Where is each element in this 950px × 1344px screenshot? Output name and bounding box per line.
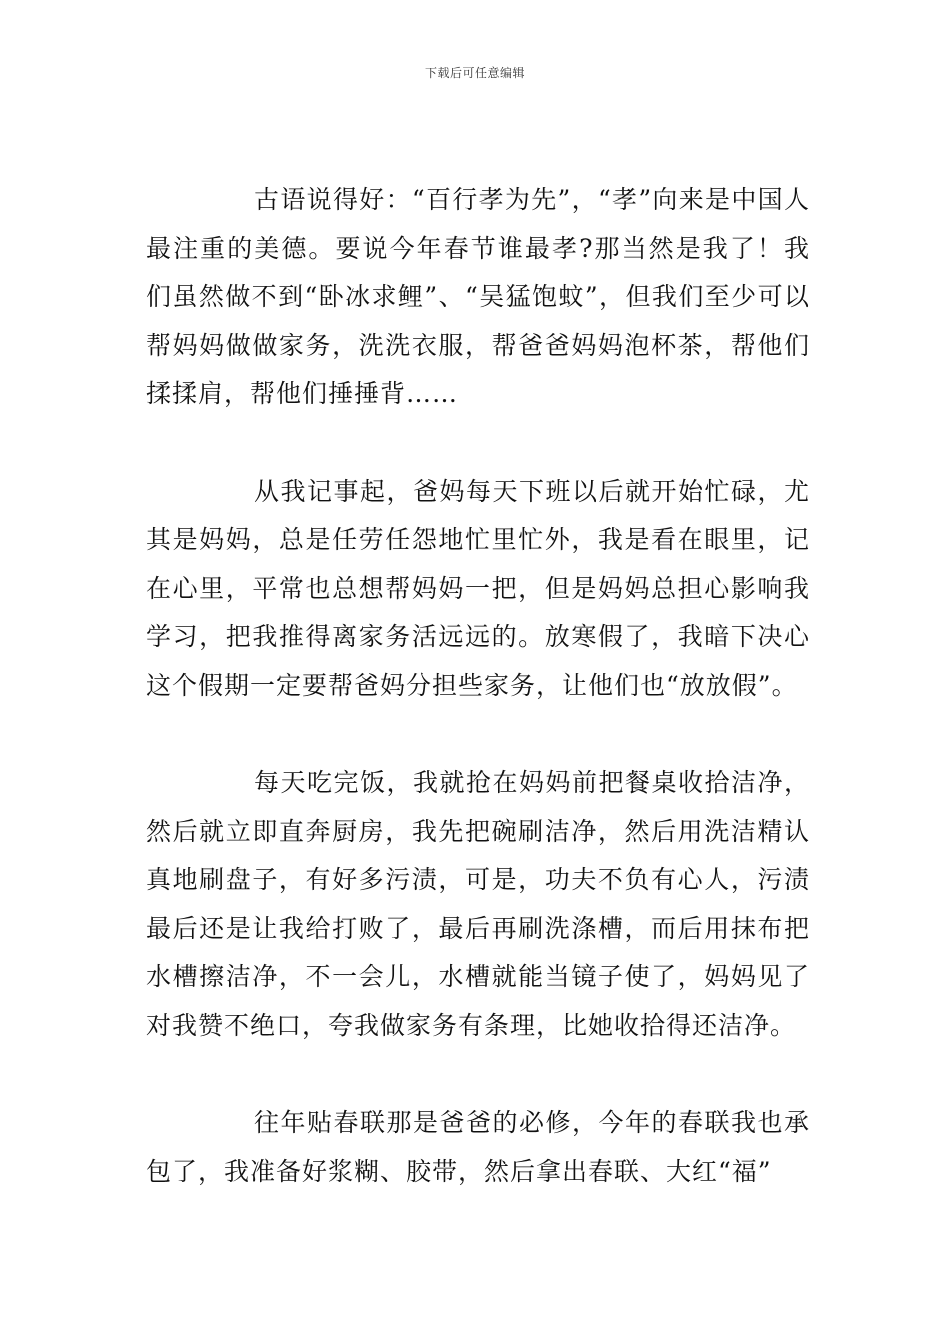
- paragraph: 每天吃完饭，我就抢在妈妈前把餐桌收拾洁净，然后就立即直奔厨房，我先把碗刷洁净，然后用洗洁精认真地刷盘子，有好多污渍，可是，功夫不负有心人，污渍最后还是让我给打败了，最后再刷洗涤槽，而后用抹布把水槽擦洁净，不一会儿，水槽就能当镜子使了，妈妈见了对我赞不绝口，夸我做家务有条理，比她收拾得还洁净。: [146, 768, 810, 1040]
- paragraph: 从我记事起，爸妈每天下班以后就开始忙碌，尤其是妈妈，总是任劳任怨地忙里忙外，我是看在眼里，记在心里，平常也总想帮妈妈一把，但是妈妈总担心影响我学习，把我推得离家务活远远的。放寒假了，我暗下决心这个假期一定要帮爸妈分担些家务，让他们也“放放假”。: [146, 476, 810, 700]
- document-body: [146, 176, 810, 1245]
- paragraph: 往年贴春联那是爸爸的必修，今年的春联我也承包了，我准备好浆糊、胶带，然后拿出春联、大红“福”: [146, 1108, 810, 1186]
- page-header: 下载后可任意编辑: [424, 66, 525, 80]
- paragraph: 古语说得好：“百行孝为先”，“孝”向来是中国人最注重的美德。要说今年春节谁最孝?那当然是我了！我们虽然做不到“卧冰求鲤”、“吴猛饱蚊”，但我们至少可以帮妈妈做做家务，洗洗衣服，帮爸爸妈妈泡杯茶，帮他们揉揉肩，帮他们捶捶背……: [146, 185, 810, 408]
